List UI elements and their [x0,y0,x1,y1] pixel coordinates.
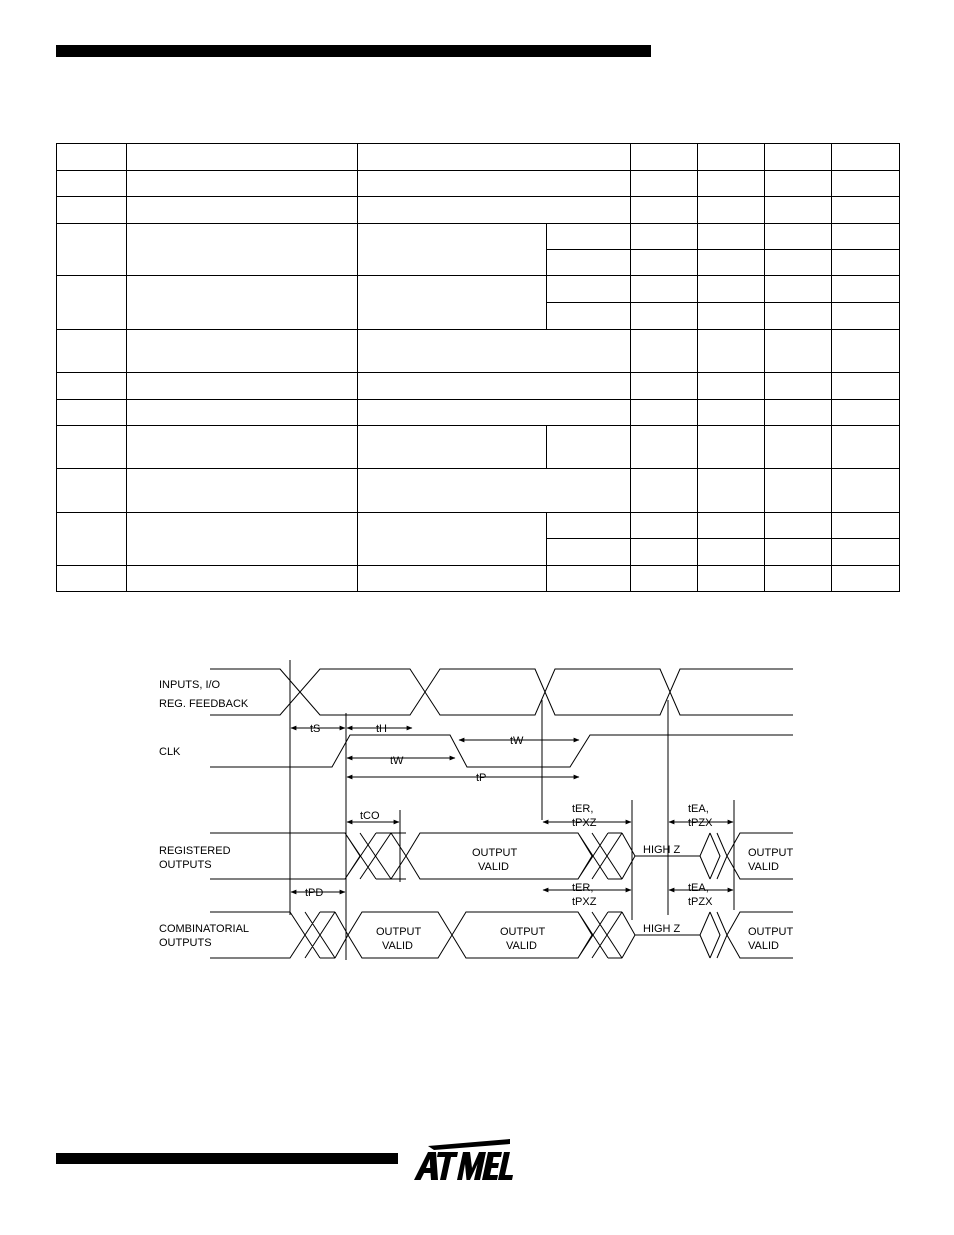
inputs-waveform [210,669,793,715]
param-label-tpxz-2: tPXZ [572,896,597,908]
param-label-ter-2: tER, [572,882,594,894]
table-row [57,224,900,250]
param-label-tp: tP [476,772,487,784]
state-label-output: OUTPUT [748,847,794,859]
table-row [57,171,900,197]
reference-lines [290,660,734,960]
table-row [57,513,900,539]
state-label-valid: VALID [478,861,509,873]
state-label-valid: VALID [748,861,779,873]
state-label-output: OUTPUT [472,847,518,859]
table-row [57,469,900,513]
table-row [57,276,900,303]
param-label-tw-high: tW [390,755,404,767]
param-label-tpzx: tPZX [688,817,713,829]
param-label-ts: tS [310,723,321,735]
param-label-tea-2: tEA, [688,882,709,894]
atmel-logo [410,1136,515,1184]
table-row [57,197,900,224]
table-row [57,373,900,400]
state-label-valid: VALID [506,940,537,952]
table-header-row [57,144,900,171]
param-label-tco: tCO [360,810,380,822]
signal-label-combinatorial: COMBINATORIAL [159,923,250,935]
spec-table [56,143,900,592]
signal-label-inputs: INPUTS, I/O [159,679,221,691]
signal-label-clk: CLK [159,746,181,758]
state-label-high-z: HIGH Z [643,923,681,935]
state-label-output: OUTPUT [748,926,794,938]
signal-label-registered-outputs: OUTPUTS [159,859,212,871]
signal-label-combinatorial-outputs: OUTPUTS [159,937,212,949]
param-label-tpxz: tPXZ [572,817,597,829]
signal-label-registered: REGISTERED [159,845,231,857]
state-label-output: OUTPUT [376,926,422,938]
param-label-tpd: tPD [305,887,324,899]
state-label-output: OUTPUT [500,926,546,938]
footer-bar [56,1153,398,1164]
param-label-th: tH [376,723,387,735]
state-label-valid: VALID [382,940,413,952]
table-row [57,426,900,469]
table-row [57,400,900,426]
state-label-high-z: HIGH Z [643,844,681,856]
header-bar [56,45,651,57]
state-label-valid: VALID [748,940,779,952]
table-row [57,566,900,592]
param-label-tea: tEA, [688,803,709,815]
signal-label-reg-feedback: REG. FEEDBACK [159,698,249,710]
param-label-tpzx-2: tPZX [688,896,713,908]
param-label-tw-low: tW [510,735,524,747]
param-label-ter: tER, [572,803,594,815]
table-row [57,330,900,373]
timing-diagram [150,660,800,970]
